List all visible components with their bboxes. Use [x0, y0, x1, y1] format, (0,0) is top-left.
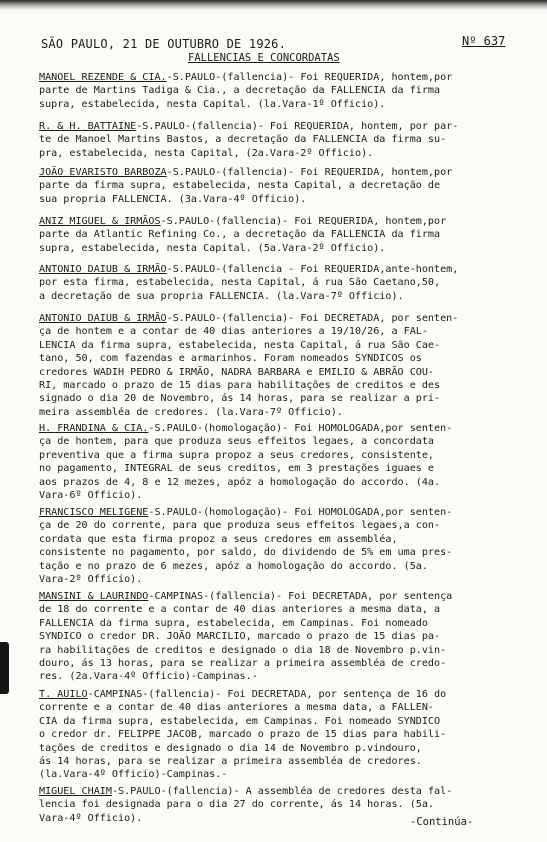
entry-line: CIA da firma supra, estabelecida, em Campinas. Foi nomeado SYNDICO	[39, 715, 441, 727]
entry-line: Vara-2º Officio).	[39, 574, 143, 586]
entry-line: res. (2a.Vara-4º Officio)-Campinas.-	[39, 671, 258, 683]
entry-name: JOÃO EVARISTO BARBOZA	[39, 167, 167, 178]
entry-line: tação e no prazo de 6 mezes, apóz a homologação do accordo. (5a.	[39, 560, 428, 572]
entry-name: FRANCISCO MELIGENE	[39, 507, 149, 518]
entry-line: tações de creditos e designado o dia 14 de Novembro p.vindouro,	[39, 742, 422, 754]
entry-name: T. AUILO	[39, 689, 88, 700]
entry-line: MANSINI & LAURINDO-CAMPINAS-(fallencia)- Foi DECRETADA, por sentença	[39, 591, 453, 602]
notice-entry	[39, 215, 521, 255]
entry-line: preventiva que a firma supra propoz a seus credores, consistente,	[39, 449, 435, 461]
entry-name: ANTONIO DAIUB & IRMÃO	[39, 313, 167, 324]
entry-line: parte da firma supra, estabelecida, nesta Capital, a decretação de	[39, 180, 441, 192]
entry-line: parte da Atlantic Refining Co., a decretação da FALLENCIA da firma	[39, 229, 441, 241]
notice-entry	[39, 263, 521, 303]
entry-line: ANIZ MIGUEL & IRMÃOS-S.PAULO-(fallencia)- Foi REQUERIDA, hontem,por	[39, 216, 447, 227]
entry-line: FRANCISCO MELIGENE-S.PAULO-(homologação)- Foi HOMOLOGADA,por senten-	[39, 507, 453, 518]
entry-line: credores WADIH PEDRO & IRMÃO, NADRA BARBARA e EMILIO & ABRÃO COU-	[39, 366, 435, 378]
notice-entry	[39, 590, 521, 684]
notice-entry	[39, 312, 521, 419]
continua-note: -Continúa-	[410, 816, 474, 828]
entry-line: ra habilitações de creditos e designado o dia 18 de Novembro p.vin-	[39, 644, 447, 656]
entry-line: ça de hontem e a contar de 40 dias anteriores a 19/10/26, a FAL-	[39, 326, 428, 338]
entry-line: MANOEL REZENDE & CIA.-S.PAULO-(fallencia)- Foi REQUERIDA, hontem,por	[39, 72, 453, 83]
entry-name: H. FRANDINA & CIA.	[39, 423, 149, 434]
entry-line: ANTONIO DAIUB & IRMÃO-S.PAULO-(fallencia - Foi REQUERIDA,ante-hontem,	[39, 264, 459, 275]
entry-line: sua propria FALLENCIA. (3a.Vara-4º Officio).	[39, 193, 307, 205]
entry-line: consistente no pagamento, por saldo, do dividendo de 5% em uma pres-	[39, 547, 453, 559]
entry-name: MANSINI & LAURINDO	[39, 591, 149, 602]
notice-entry	[39, 422, 521, 502]
entry-line: cordata que esta firma propoz a seus credores em assembléa,	[39, 533, 398, 545]
entry-line: parte de Martins Tadiga & Cia., a decretação da FALLENCIA da firma	[39, 85, 441, 97]
entry-line: ás 14 horas, para se realizar a primeira assembléa de credores.	[39, 756, 422, 768]
entry-line: H. FRANDINA & CIA.-S.PAULO-(homologação)- Foi HOMOLOGADA,por senten-	[39, 423, 453, 434]
entry-line: R. & H. BATTAINE-S.PAULO-(fallencia)- Foi REQUERIDA, hontem, por par-	[39, 121, 459, 132]
entry-name: ANIZ MIGUEL & IRMÃOS	[39, 216, 161, 227]
entry-line: de 18 do corrente e a contar de 40 dias anteriores a mesma data, a	[39, 604, 441, 616]
entry-line: supra, estabelecida, nesta Capital. (la.Vara-1º Officio).	[39, 98, 386, 110]
entry-line: signado o dia 20 de Novembro, ás 14 horas, para se realizar a pri-	[39, 393, 441, 405]
notice-entry	[39, 71, 521, 111]
entry-line: corrente e a contar de 40 dias anteriores a mesma data, a FALLEN-	[39, 702, 435, 714]
entry-line: a decretação de sua propria FALLENCIA. (la.Vara-7º Officio).	[39, 290, 404, 302]
entry-line: o credor dr. FELIPPE JACOB, marcado o prazo de 15 dias para habili-	[39, 729, 447, 741]
entry-line: MIGUEL CHAIM-S.PAULO-(fallencia)- A assembléa de credores desta fal-	[39, 786, 453, 797]
notice-entry	[39, 688, 521, 782]
entry-name: ANTONIO DAIUB & IRMÃO	[39, 264, 167, 275]
entry-name: MIGUEL CHAIM	[39, 786, 112, 797]
entry-line: Vara-4º Officio).	[39, 812, 143, 824]
entry-line: supra, estabelecida, nesta Capital. (5a.Vara-2º Officio).	[39, 242, 386, 254]
entry-line: lencia foi designada para o dia 27 do corrente, ás 14 horas. (5a.	[39, 799, 435, 811]
document-number: Nº 637	[462, 34, 506, 48]
entry-line: douro, ás 13 horas, para se realizar a primeira assembléa de credo-	[39, 658, 447, 670]
entry-line: Vara-6º Officio).	[39, 490, 143, 502]
section-title: FALLENCIAS E CONCORDATAS	[188, 52, 340, 64]
scan-binding-mark	[0, 642, 9, 694]
entry-line: ça de hontem, para que produza seus effeitos legaes, a concordata	[39, 436, 435, 448]
entry-line: RI, marcado o prazo de 15 dias para habilitações de creditos e des	[39, 380, 441, 392]
entry-line: te de Manoel Martins Bastos, a decretação da FALLENCIA da firma su-	[39, 134, 447, 146]
entry-line: no pagamento, INTEGRAL de seus creditos, em 3 prestações iguaes e	[39, 463, 435, 475]
entry-line: meira assembléa de credores. (la.Vara-7º Officio).	[39, 406, 343, 418]
entry-line: pra, estabelecida, nesta Capital, (2a.Vara-2º Officio).	[39, 147, 374, 159]
entry-line: por esta firma, estabelecida, nesta Capital, á rua São Caetano,50,	[39, 277, 441, 289]
entry-line: JOÃO EVARISTO BARBOZA-S.PAULO-(fallencia)- Foi REQUERIDA, hontem,por	[39, 167, 453, 178]
notice-entry	[39, 120, 521, 160]
entry-line: aos prazos de 4, 8 e 12 mezes, apóz a homologação do accordo. (4a.	[39, 476, 441, 488]
entry-line: T. AUILO-CAMPINAS-(fallencia)- Foi DECRETADA, por sentença de 16 do	[39, 689, 447, 700]
entry-name: R. & H. BATTAINE	[39, 121, 137, 132]
dateline: SÃO PAULO, 21 DE OUTUBRO DE 1926.	[41, 37, 287, 51]
entry-line: ANTONIO DAIUB & IRMÃO-S.PAULO-(fallencia)- Foi DECRETADA, por senten-	[39, 313, 459, 324]
entry-name: MANOEL REZENDE & CIA.	[39, 72, 167, 83]
notice-entry	[39, 506, 521, 586]
entry-line: LENCIA da firma supra, estabelecida, nesta Capital, á rua São Cae-	[39, 339, 441, 351]
entry-line: (la.Vara-4º Officio)-Campinas.-	[39, 769, 228, 781]
entry-line: SYNDICO o credor DR. JOÃO MARCILIO, marcado o prazo de 15 dias pa-	[39, 631, 441, 643]
notice-entry	[39, 166, 521, 206]
entry-line: tano, 50, com fazendas e armarinhos. Foram nomeados SYNDICOS os	[39, 353, 422, 365]
scan-top-edge	[0, 0, 547, 10]
entry-line: FALLENCIA da firma supra, estabelecida, em Campinas. Foi nomeado	[39, 617, 428, 629]
entry-line: ça de 20 do corrente, para que produza seus effeitos legaes,a con-	[39, 520, 441, 532]
